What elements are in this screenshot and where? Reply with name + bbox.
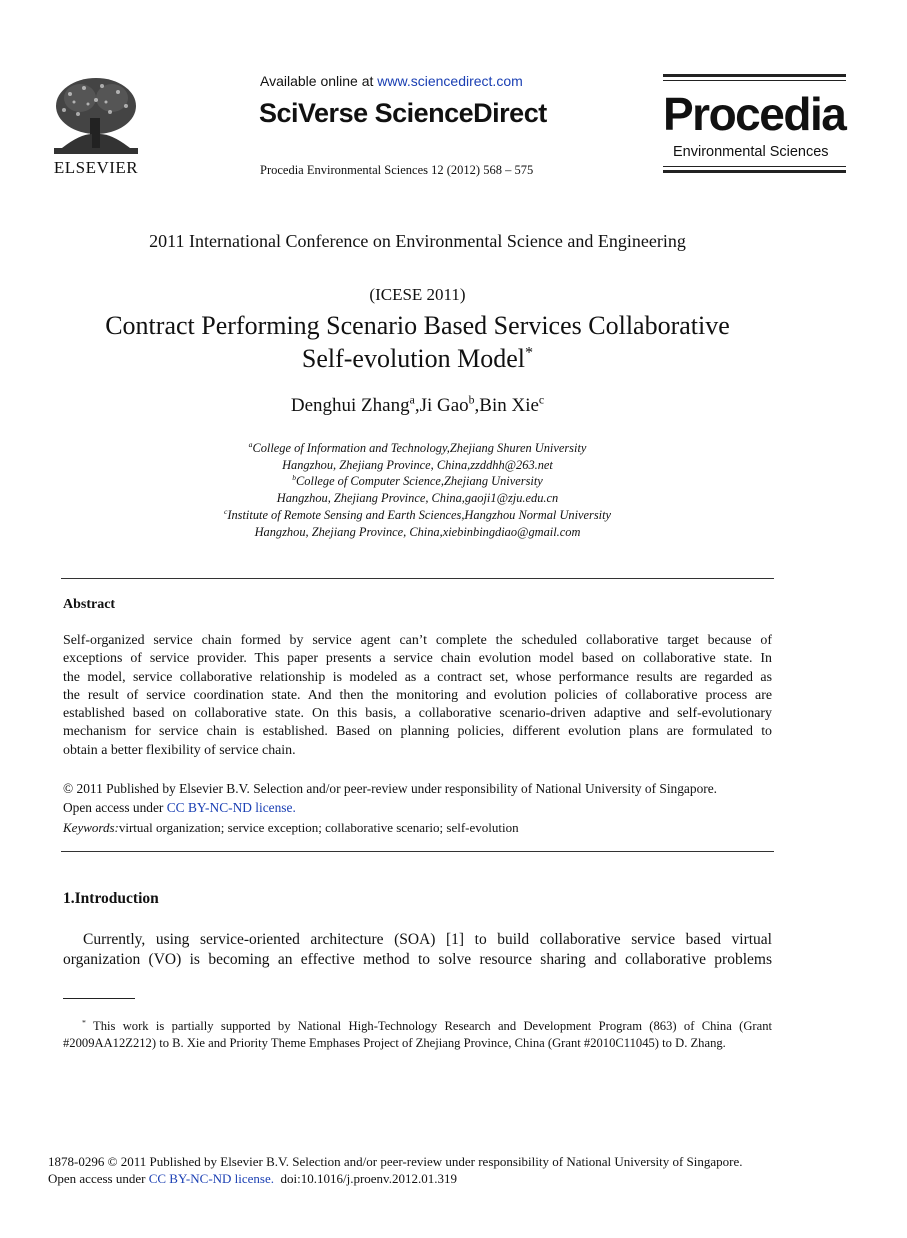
affiliation-line: Hangzhou, Zhejiang Province, China,gaoji1@zju.edu.cn <box>276 491 559 506</box>
section-heading: 1.Introduction <box>63 890 159 907</box>
abstract-line: exceptions of service provider. This paper presents a service chain evolution model based on collaborative state. In <box>63 651 772 667</box>
procedia-subtitle: Environmental Sciences <box>673 144 829 160</box>
keywords-label: Keywords: <box>63 820 119 835</box>
abstract-bottom-rule <box>61 851 774 852</box>
platform-name: SciVerse ScienceDirect <box>259 98 547 128</box>
affiliation-line: Hangzhou, Zhejiang Province, China,xiebinbingdiao@gmail.com <box>254 524 581 539</box>
footnote-line: #2009AA12Z212) to B. Xie and Priority Theme Emphases Project of Zhejiang Province, China (Grant #2010C11045) to D. Zhang. <box>63 1036 726 1050</box>
footnote-rule <box>63 998 135 999</box>
introduction-body <box>63 930 772 970</box>
title-footnote-mark: * <box>525 344 534 362</box>
page-title <box>0 309 835 375</box>
issn-notice: 1878-0296 © 2011 Published by Elsevier B.V. Selection and/or peer-review under responsibility of National University of Singapore. <box>48 1154 743 1169</box>
title-line-2: Self-evolution Model* <box>301 344 534 373</box>
procedia-top-rule-thin <box>663 80 846 81</box>
author: Denghui Zhang$^a$, <box>290 393 420 416</box>
procedia-bottom-rule-thin <box>663 166 846 167</box>
elsevier-wordmark: ELSEVIER <box>53 158 139 177</box>
abstract-top-rule <box>61 578 774 579</box>
abstract-line: Self-organized service chain formed by service agent can’t complete the scheduled collaborative target because of <box>63 633 772 648</box>
author: Ji Gao$^b$, <box>419 393 480 416</box>
footer-access: Open access under CC BY-NC-ND license. doi:10.1016/j.proenv.2012.01.319 <box>48 1171 457 1186</box>
body-line: Currently, using service-oriented architecture (SOA) [1] to build collaborative service based virtual <box>83 931 772 948</box>
affiliation-line: $^b$College of Computer Science,Zhejiang University <box>292 473 543 489</box>
affiliation-line: Hangzhou, Zhejiang Province, China,zzddhh@263.net <box>282 457 553 472</box>
body-line: organization (VO) is becoming an effective method to solve resource sharing and collaborative problems <box>63 951 772 968</box>
procedia-top-rule <box>663 74 846 77</box>
keywords-text: virtual organization; service exception; collaborative scenario; self-evolution <box>118 820 519 835</box>
copyright-notice: © 2011 Published by Elsevier B.V. Selection and/or peer-review under responsibility of National University of Singapore. <box>63 781 718 796</box>
affiliation-line: $^c$Institute of Remote Sensing and Earth Sciences,Hangzhou Normal University <box>223 506 612 522</box>
abstract-line: the model, service collaborative relationship is modeled as a contract set, whose performance results are regarded as <box>63 669 772 685</box>
elsevier-logo <box>50 74 142 178</box>
sciencedirect-link[interactable]: www.sciencedirect.com <box>377 73 523 89</box>
abstract-line: obtain a better flexibility of service chain. <box>63 742 296 758</box>
affiliations <box>0 440 835 540</box>
abstract-heading: Abstract <box>63 597 116 612</box>
footnote <box>63 1018 772 1052</box>
tree-emblem-icon <box>50 74 142 158</box>
footer-license-link[interactable]: CC BY-NC-ND license. <box>148 1171 275 1186</box>
doi: doi:10.1016/j.proenv.2012.01.319 <box>280 1171 457 1186</box>
open-access-notice: Open access under CC BY-NC-ND license. <box>63 800 296 815</box>
abstract-line: mechanism for service chain is established. Based on planning policies, different evolution plans are formulated to <box>63 724 772 740</box>
footnote-line: * This work is partially supported by National High-Technology Research and Development Program (863) of China (Grant <box>82 1017 772 1033</box>
license-link[interactable]: CC BY-NC-ND license. <box>166 800 296 815</box>
journal-reference: Procedia Environmental Sciences 12 (2012) 568 – 575 <box>260 163 534 177</box>
title-line-1: Contract Performing Scenario Based Services Collaborative <box>105 311 730 340</box>
abstract-body <box>63 632 772 760</box>
affiliation-line: $^a$College of Information and Technology,Zhejiang Shuren University <box>248 439 587 455</box>
author: Bin Xie$^c$ <box>479 393 545 416</box>
procedia-wordmark: Procedia <box>663 88 846 140</box>
procedia-bottom-rule <box>663 170 846 173</box>
abstract-line: established based on collaborative state. On this basis, a collaborative scenario-driven adaptive and self-evolutionary <box>63 706 772 722</box>
footnote-mark: * <box>82 1017 86 1027</box>
author-list <box>0 395 835 417</box>
procedia-logo <box>663 74 846 178</box>
available-online: Available online at www.sciencedirect.com <box>260 73 523 89</box>
conference-name: 2011 International Conference on Environmental Science and Engineering <box>149 231 686 251</box>
abstract-line: the result of service coordination state. And then the monitoring and evolution policies of collaborative process are <box>63 687 772 703</box>
keywords <box>63 820 519 836</box>
conference-abbr: (ICESE 2011) <box>369 285 466 304</box>
